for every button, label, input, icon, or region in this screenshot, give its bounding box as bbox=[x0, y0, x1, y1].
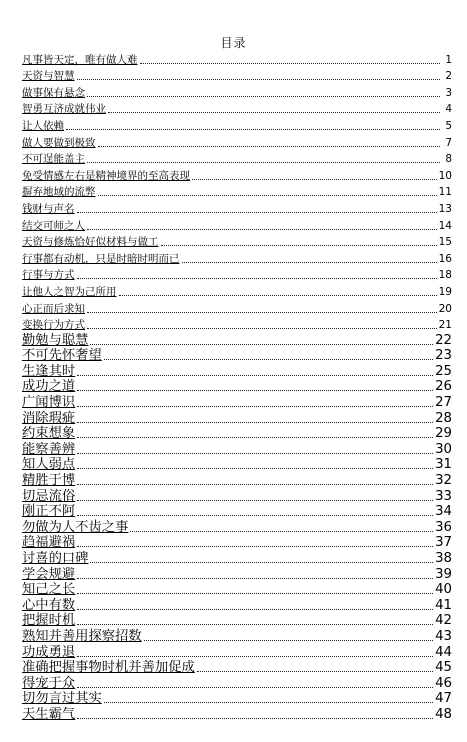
toc-entry-page-number[interactable]: 13 bbox=[438, 202, 452, 215]
dot-leader bbox=[77, 375, 433, 376]
toc-entry-page-number[interactable]: 23 bbox=[435, 348, 452, 364]
toc-entry[interactable] bbox=[22, 266, 452, 283]
toc-entry-page-number[interactable]: 11 bbox=[438, 186, 452, 199]
toc-entry-page-number[interactable]: 8 bbox=[445, 153, 452, 166]
dot-leader bbox=[104, 702, 433, 703]
toc-entry-label[interactable]: 让人依赖 bbox=[22, 119, 64, 132]
toc-entry-page-number[interactable]: 19 bbox=[438, 285, 452, 298]
toc-entry-label[interactable]: 做事保有悬念 bbox=[22, 86, 85, 99]
toc-entry-label[interactable]: 变换行为方式 bbox=[22, 319, 85, 332]
toc-entry-label[interactable]: 智勇互济成就伟业 bbox=[22, 103, 106, 116]
toc-entry[interactable] bbox=[22, 379, 452, 395]
toc-list bbox=[22, 50, 452, 722]
toc-entry[interactable] bbox=[22, 233, 452, 250]
toc-entry[interactable] bbox=[22, 299, 452, 316]
dot-leader bbox=[104, 359, 433, 360]
toc-entry[interactable] bbox=[22, 183, 452, 200]
dot-leader bbox=[87, 162, 440, 163]
dot-leader bbox=[77, 578, 433, 579]
toc-entry[interactable] bbox=[22, 410, 452, 426]
toc-entry[interactable] bbox=[22, 348, 452, 364]
toc-entry-label[interactable]: 知人弱点 bbox=[22, 457, 76, 473]
toc-entry[interactable] bbox=[22, 50, 452, 67]
toc-entry-label[interactable]: 把握时机 bbox=[22, 613, 76, 629]
dot-leader bbox=[197, 671, 433, 672]
toc-entry-label[interactable]: 广闻博识 bbox=[22, 395, 76, 411]
dot-leader bbox=[182, 262, 437, 263]
toc-entry[interactable] bbox=[22, 426, 452, 442]
toc-entry-label[interactable]: 得宠于众 bbox=[22, 675, 76, 691]
toc-entry-page-number[interactable]: 20 bbox=[438, 302, 452, 315]
toc-entry[interactable] bbox=[22, 150, 452, 167]
dot-leader bbox=[140, 63, 441, 64]
toc-entry-page-number[interactable]: 43 bbox=[435, 628, 452, 644]
toc-entry[interactable] bbox=[22, 249, 452, 266]
dot-leader bbox=[98, 146, 441, 147]
dot-leader bbox=[87, 229, 437, 230]
toc-entry-label[interactable]: 消除瑕疵 bbox=[22, 410, 76, 426]
dot-leader bbox=[144, 640, 433, 641]
toc-entry-page-number[interactable]: 36 bbox=[435, 519, 452, 535]
toc-entry-page-number[interactable]: 3 bbox=[445, 86, 452, 99]
toc-entry-page-number[interactable]: 41 bbox=[435, 597, 452, 613]
toc-entry-page-number[interactable]: 47 bbox=[435, 691, 452, 707]
toc-entry-page-number[interactable]: 37 bbox=[435, 535, 452, 551]
toc-entry-label[interactable]: 约束想象 bbox=[22, 426, 76, 442]
toc-entry-page-number[interactable]: 7 bbox=[445, 136, 452, 149]
dot-leader bbox=[119, 295, 437, 296]
toc-entry-label[interactable]: 勤勉与聪慧 bbox=[22, 332, 89, 348]
dot-leader bbox=[192, 179, 437, 180]
toc-entry-page-number[interactable]: 31 bbox=[435, 457, 452, 473]
toc-entry-page-number[interactable]: 48 bbox=[435, 706, 452, 722]
toc-entry[interactable] bbox=[22, 706, 452, 722]
toc-entry-page-number[interactable]: 28 bbox=[435, 410, 452, 426]
toc-entry-label[interactable]: 知己之长 bbox=[22, 582, 76, 598]
toc-entry[interactable] bbox=[22, 166, 452, 183]
toc-entry-label[interactable]: 天生霸气 bbox=[22, 706, 76, 722]
toc-entry-label[interactable]: 免受情感左右是精神境界的至高表现 bbox=[22, 169, 190, 182]
toc-entry[interactable] bbox=[22, 582, 452, 598]
toc-entry-page-number[interactable]: 18 bbox=[438, 269, 452, 282]
toc-entry[interactable] bbox=[22, 660, 452, 676]
toc-entry-label[interactable]: 摒弃地域的流弊 bbox=[22, 186, 96, 199]
toc-entry-label[interactable]: 凡事皆天定，唯有做人难 bbox=[22, 53, 138, 66]
toc-entry-label[interactable]: 趋福避祸 bbox=[22, 535, 76, 551]
toc-entry-label[interactable]: 切忌流俗 bbox=[22, 488, 76, 504]
toc-entry-page-number[interactable]: 16 bbox=[438, 252, 452, 265]
toc-entry-page-number[interactable]: 15 bbox=[438, 236, 452, 249]
toc-entry-page-number[interactable]: 30 bbox=[435, 441, 452, 457]
toc-entry-page-number[interactable]: 39 bbox=[435, 566, 452, 582]
dot-leader bbox=[77, 468, 433, 469]
toc-entry-page-number[interactable]: 22 bbox=[435, 332, 452, 348]
toc-entry[interactable] bbox=[22, 597, 452, 613]
toc-entry[interactable] bbox=[22, 394, 452, 410]
toc-entry[interactable] bbox=[22, 100, 452, 117]
toc-entry-label[interactable]: 刚正不阿 bbox=[22, 504, 76, 520]
toc-entry-page-number[interactable]: 32 bbox=[435, 473, 452, 489]
dot-leader bbox=[77, 79, 441, 80]
dot-leader bbox=[77, 609, 433, 610]
toc-entry-page-number[interactable]: 26 bbox=[435, 379, 452, 395]
toc-entry[interactable] bbox=[22, 282, 452, 299]
toc-entry[interactable] bbox=[22, 504, 452, 520]
toc-entry-label[interactable]: 生逢其时 bbox=[22, 363, 76, 379]
dot-leader bbox=[77, 593, 433, 594]
toc-entry[interactable] bbox=[22, 566, 452, 582]
toc-entry-label[interactable]: 行事都有动机，只是时暗时明而已 bbox=[22, 252, 180, 265]
dot-leader bbox=[87, 312, 437, 313]
toc-entry-label[interactable]: 让他人之智为己所用 bbox=[22, 285, 117, 298]
dot-leader bbox=[77, 546, 433, 547]
toc-entry[interactable] bbox=[22, 133, 452, 150]
toc-entry-label[interactable]: 学会规避 bbox=[22, 566, 76, 582]
dot-leader bbox=[77, 718, 433, 719]
toc-entry-label[interactable]: 结交可师之人 bbox=[22, 219, 85, 232]
toc-entry-label[interactable]: 功成勇退 bbox=[22, 644, 76, 660]
toc-entry[interactable] bbox=[22, 332, 452, 348]
toc-entry-page-number[interactable]: 33 bbox=[435, 488, 452, 504]
dot-leader bbox=[87, 96, 440, 97]
toc-entry[interactable] bbox=[22, 613, 452, 629]
dot-leader bbox=[77, 500, 433, 501]
toc-entry[interactable] bbox=[22, 316, 452, 333]
toc-entry-page-number[interactable]: 2 bbox=[445, 70, 452, 83]
toc-entry-label[interactable]: 准确把握事物时机并善加促成 bbox=[22, 660, 195, 676]
toc-entry[interactable] bbox=[22, 216, 452, 233]
toc-entry-page-number[interactable]: 4 bbox=[445, 103, 452, 116]
dot-leader bbox=[77, 390, 433, 391]
toc-entry[interactable] bbox=[22, 675, 452, 691]
toc-entry-page-number[interactable]: 14 bbox=[438, 219, 452, 232]
toc-entry-page-number[interactable]: 38 bbox=[435, 551, 452, 566]
toc-entry[interactable] bbox=[22, 628, 452, 644]
toc-entry[interactable] bbox=[22, 519, 452, 535]
toc-entry[interactable] bbox=[22, 116, 452, 133]
toc-entry-label[interactable]: 成功之道 bbox=[22, 379, 76, 395]
dot-leader bbox=[77, 656, 433, 657]
toc-entry-label[interactable]: 钱财与声名 bbox=[22, 202, 75, 215]
toc-entry-label[interactable]: 心中有数 bbox=[22, 597, 76, 613]
dot-leader bbox=[77, 624, 433, 625]
toc-entry-label[interactable]: 熟知并善用探察招数 bbox=[22, 628, 142, 644]
toc-entry-label[interactable]: 切勿言过其实 bbox=[22, 691, 102, 707]
toc-entry-page-number[interactable]: 1 bbox=[445, 53, 452, 66]
toc-entry-label[interactable]: 行事与方式 bbox=[22, 269, 75, 282]
toc-entry-page-number[interactable]: 10 bbox=[438, 169, 452, 182]
toc-entry-page-number[interactable]: 45 bbox=[435, 660, 452, 676]
dot-leader bbox=[87, 328, 437, 329]
dot-leader bbox=[77, 437, 433, 438]
dot-leader bbox=[77, 278, 437, 279]
dot-leader bbox=[98, 195, 437, 196]
dot-leader bbox=[77, 422, 433, 423]
toc-entry[interactable] bbox=[22, 199, 452, 216]
toc-entry[interactable] bbox=[22, 691, 452, 707]
toc-entry[interactable] bbox=[22, 550, 452, 566]
toc-entry-label[interactable]: 勿做为人不齿之事 bbox=[22, 519, 129, 535]
dot-leader bbox=[161, 245, 437, 246]
dot-leader bbox=[77, 484, 433, 485]
dot-leader bbox=[77, 212, 437, 213]
toc-entry-page-number[interactable]: 25 bbox=[435, 363, 452, 379]
toc-entry[interactable] bbox=[22, 535, 452, 551]
dot-leader bbox=[77, 453, 433, 454]
toc-entry[interactable] bbox=[22, 457, 452, 473]
toc-entry-page-number[interactable]: 42 bbox=[435, 613, 452, 629]
toc-entry-page-number[interactable]: 29 bbox=[435, 426, 452, 442]
toc-entry-label[interactable]: 不可逞能盖主 bbox=[22, 153, 85, 166]
toc-entry[interactable] bbox=[22, 441, 452, 457]
toc-entry-page-number[interactable]: 44 bbox=[435, 644, 452, 660]
toc-entry-label[interactable]: 不可先怀奢望 bbox=[22, 348, 102, 364]
toc-entry-page-number[interactable]: 5 bbox=[445, 119, 452, 132]
toc-entry-label[interactable]: 讨喜的口碑 bbox=[22, 551, 89, 566]
toc-entry-label[interactable]: 天资与修炼恰好似材料与做工 bbox=[22, 236, 159, 249]
dot-leader bbox=[77, 687, 433, 688]
dot-leader bbox=[108, 112, 440, 113]
dot-leader bbox=[130, 531, 433, 532]
toc-entry-label[interactable]: 心正而后求知 bbox=[22, 302, 85, 315]
dot-leader bbox=[90, 344, 433, 345]
dot-leader bbox=[66, 129, 440, 130]
toc-entry-page-number[interactable]: 40 bbox=[435, 582, 452, 598]
dot-leader bbox=[77, 406, 433, 407]
toc-entry[interactable] bbox=[22, 488, 452, 504]
toc-entry[interactable] bbox=[22, 83, 452, 100]
toc-title: 目录 bbox=[220, 36, 247, 50]
toc-entry-label[interactable]: 做人要做到极致 bbox=[22, 136, 96, 149]
toc-entry-page-number[interactable]: 46 bbox=[435, 675, 452, 691]
toc-entry-page-number[interactable]: 27 bbox=[435, 395, 452, 411]
dot-leader bbox=[77, 515, 433, 516]
toc-entry-label[interactable]: 能察善辨 bbox=[22, 441, 76, 457]
toc-entry-page-number[interactable]: 21 bbox=[438, 319, 452, 332]
toc-entry[interactable] bbox=[22, 363, 452, 379]
toc-entry-label[interactable]: 天资与智慧 bbox=[22, 70, 75, 83]
dot-leader bbox=[90, 562, 433, 563]
toc-entry-page-number[interactable]: 34 bbox=[435, 504, 452, 520]
toc-entry[interactable] bbox=[22, 472, 452, 488]
toc-entry[interactable] bbox=[22, 644, 452, 660]
toc-entry-label[interactable]: 精胜于博 bbox=[22, 473, 76, 489]
toc-entry[interactable] bbox=[22, 67, 452, 84]
